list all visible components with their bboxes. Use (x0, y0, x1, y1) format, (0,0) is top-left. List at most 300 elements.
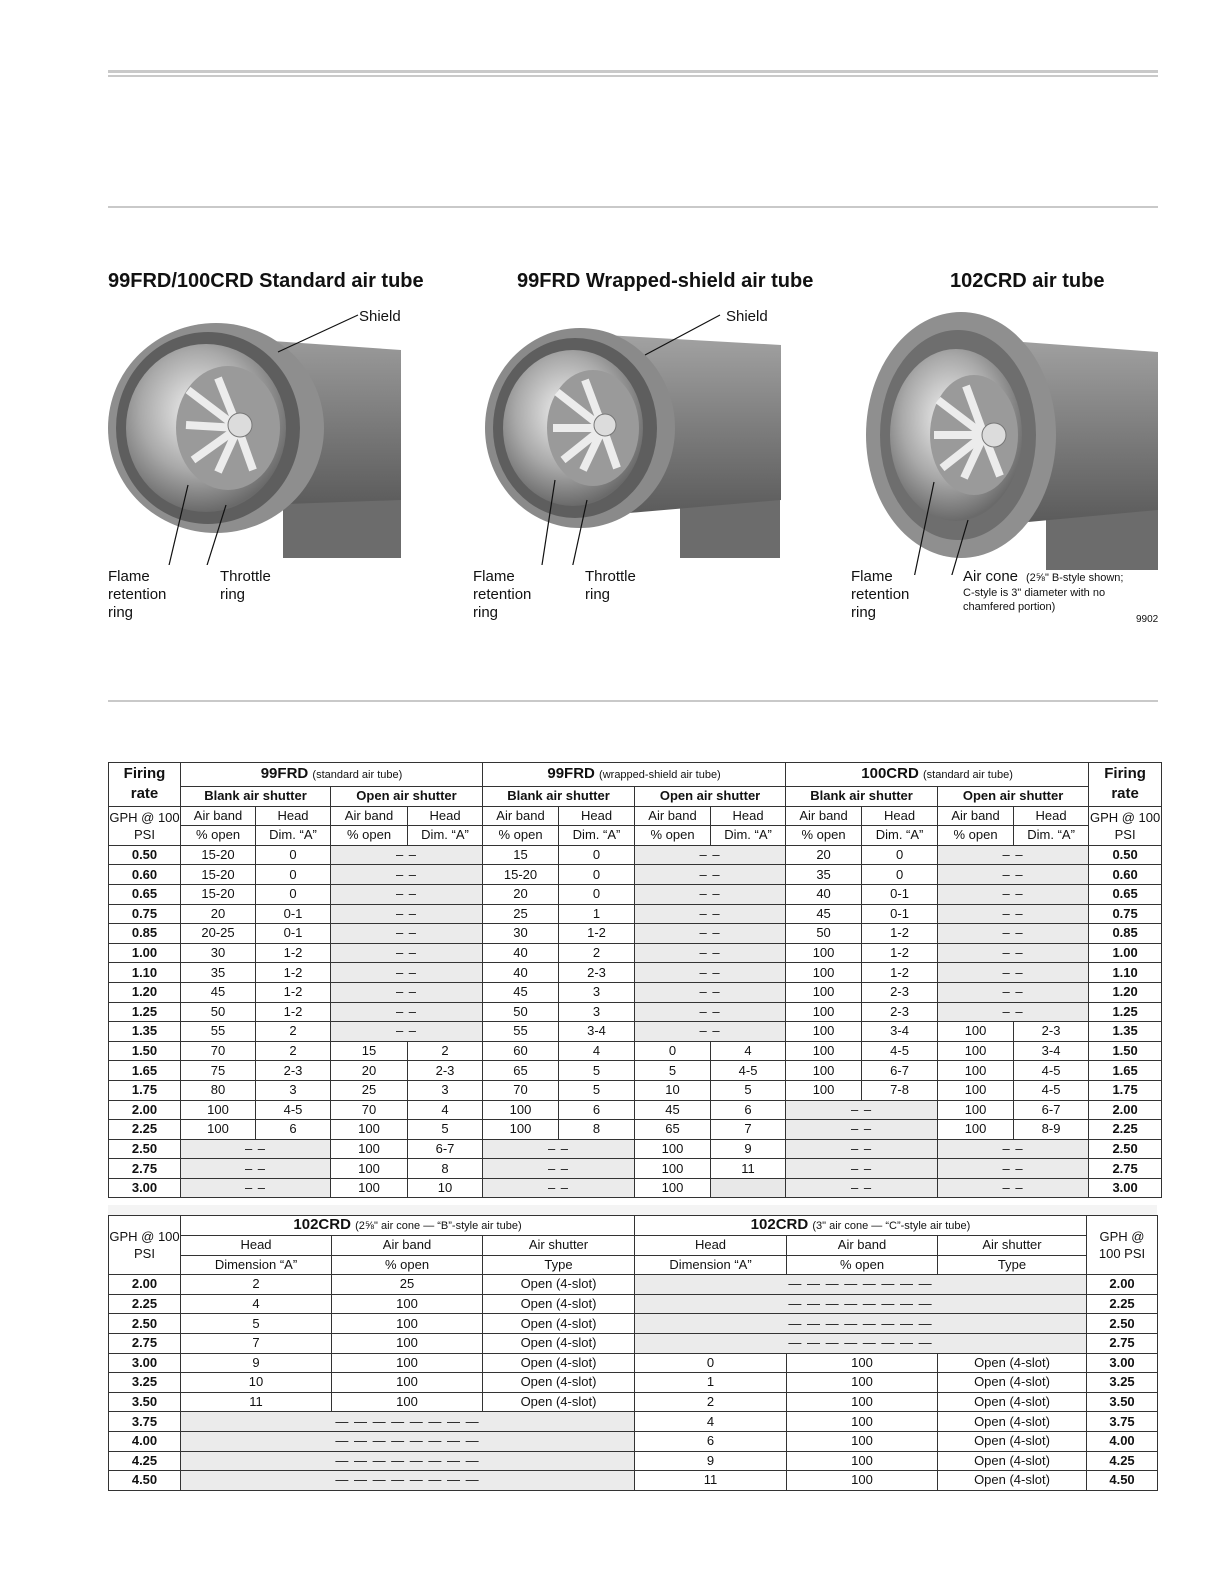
table-cell: 0-1 (862, 904, 938, 924)
table-cell: 2 (256, 1022, 331, 1042)
figure-number: 9902 (1136, 614, 1159, 625)
table-cell: 8-9 (1014, 1120, 1089, 1140)
table-cell: 60 (483, 1041, 559, 1061)
table-cell: 0 (635, 1041, 711, 1061)
table-cell: 2-3 (256, 1061, 331, 1081)
table-row (109, 1159, 1162, 1179)
table-cell: Open (4-slot) (483, 1373, 635, 1393)
top-rule-2 (108, 75, 1158, 77)
not-applicable-cell: – – (181, 1159, 331, 1179)
top-rule-1 (108, 70, 1158, 73)
not-applicable-cell: – – (331, 884, 483, 904)
table-cell: 100 (787, 1431, 938, 1451)
table-cell: 20 (483, 884, 559, 904)
not-applicable-cell: – – (635, 884, 786, 904)
table-cell: 100 (331, 1159, 408, 1179)
callout-shield-1: Shield (359, 308, 401, 325)
table-row (109, 1100, 1162, 1120)
table-cell: 6-7 (1014, 1100, 1089, 1120)
firing-rate-cell: 2.50 (1089, 1139, 1162, 1159)
firing-rate-table-102crd (108, 1215, 1158, 1491)
pct-open-header: % open (332, 1255, 483, 1275)
firing-rate-cell: 1.20 (1089, 982, 1162, 1002)
head-header: Head (711, 806, 786, 826)
table-cell: 1-2 (862, 943, 938, 963)
table-row (109, 943, 1162, 963)
table-cell: 45 (635, 1100, 711, 1120)
firing-rate-cell: 3.25 (109, 1373, 181, 1393)
not-applicable-cell: – – (635, 865, 786, 885)
table-cell: 0 (862, 845, 938, 865)
group-header-100crd-standard (786, 763, 1089, 787)
table-cell: 5 (559, 1061, 635, 1081)
table-cell: 5 (408, 1120, 483, 1140)
table-cell: 100 (483, 1100, 559, 1120)
not-applicable-cell: — — — — — — — — (181, 1471, 635, 1491)
table-cell: 0 (559, 865, 635, 885)
table-cell: 3 (408, 1080, 483, 1100)
firing-rate-cell: 0.50 (109, 845, 181, 865)
table-cell: 7-8 (862, 1080, 938, 1100)
table-cell: 100 (938, 1080, 1014, 1100)
table-cell: 2-3 (862, 1002, 938, 1022)
table-cell: 100 (787, 1353, 938, 1373)
firing-rate-cell: 2.00 (1087, 1275, 1158, 1295)
open-shutter-header: Open air shutter (938, 787, 1089, 807)
table-cell: Open (4-slot) (483, 1314, 635, 1334)
table-cell: 20 (331, 1061, 408, 1081)
table-row (109, 1022, 1162, 1042)
gph-header-right: GPH @ 100 PSI (1087, 1216, 1158, 1275)
table-cell: 100 (331, 1178, 408, 1198)
table-cell: 100 (332, 1333, 483, 1353)
firing-rate-table-99frd-100crd (108, 762, 1162, 1198)
table-cell: 100 (938, 1022, 1014, 1042)
firing-rate-cell: 1.00 (1089, 943, 1162, 963)
not-applicable-cell: – – (938, 845, 1089, 865)
not-applicable-cell: – – (483, 1139, 635, 1159)
table-cell: 100 (938, 1120, 1014, 1140)
firing-rate-cell: 2.25 (1089, 1120, 1162, 1140)
firing-rate-cell: 0.65 (109, 884, 181, 904)
firing-rate-cell: 4.00 (109, 1431, 181, 1451)
table-row (109, 1314, 1158, 1334)
air-band-header: Air band (332, 1236, 483, 1256)
figure-title-wrapped: 99FRD Wrapped-shield air tube (517, 270, 814, 292)
group-model: 100CRD (861, 765, 919, 782)
table-cell: 1-2 (862, 924, 938, 944)
callout-flame-3: Flame retention ring (851, 568, 910, 621)
dimension-a-header: Dimension “A” (635, 1255, 787, 1275)
table-cell: 10 (408, 1178, 483, 1198)
wrapped-shield-air-tube-illustration (485, 300, 785, 565)
table-row (109, 865, 1162, 885)
table-cell: 5 (711, 1080, 786, 1100)
table-cell: 100 (786, 1022, 862, 1042)
table-row (109, 1431, 1158, 1451)
table-cell: 100 (786, 963, 862, 983)
table-row (109, 845, 1162, 865)
air-band-header: Air band (786, 806, 862, 826)
firing-rate-cell: 3.00 (109, 1353, 181, 1373)
table-cell: 40 (483, 943, 559, 963)
table-cell: 80 (181, 1080, 256, 1100)
table-cell: 100 (787, 1392, 938, 1412)
firing-rate-cell: 1.00 (109, 943, 181, 963)
table-row (109, 1041, 1162, 1061)
table-cell: 2-3 (408, 1061, 483, 1081)
table-cell: 100 (787, 1373, 938, 1393)
table-cell: 0-1 (256, 924, 331, 944)
not-applicable-cell: — — — — — — — — (181, 1431, 635, 1451)
table-cell: 30 (483, 924, 559, 944)
dimension-a-header: Dimension “A” (181, 1255, 332, 1275)
table-cell: 100 (332, 1392, 483, 1412)
table-cell: 100 (483, 1120, 559, 1140)
not-applicable-cell: – – (635, 1002, 786, 1022)
table-cell: 100 (786, 1002, 862, 1022)
table-cell: 100 (787, 1451, 938, 1471)
table-cell: 10 (635, 1080, 711, 1100)
table-cell: 45 (786, 904, 862, 924)
table-cell: Open (4-slot) (938, 1431, 1087, 1451)
table-row (109, 1120, 1162, 1140)
air-band-header: Air band (181, 806, 256, 826)
not-applicable-cell: – – (786, 1159, 938, 1179)
head-header: Head (181, 1236, 332, 1256)
table-cell: 4 (635, 1412, 787, 1432)
firing-rate-cell: 4.25 (1087, 1451, 1158, 1471)
table-cell: 100 (786, 1041, 862, 1061)
firing-rate-cell: 1.65 (1089, 1061, 1162, 1081)
not-applicable-cell: – – (331, 1002, 483, 1022)
section-divider-2 (108, 700, 1158, 702)
not-applicable-cell: – – (938, 924, 1089, 944)
table-cell: 1 (559, 904, 635, 924)
blank-shutter-header: Blank air shutter (181, 787, 331, 807)
callout-flame-2: Flame retention ring (473, 568, 532, 621)
firing-rate-cell: 1.65 (109, 1061, 181, 1081)
not-applicable-cell: – – (331, 904, 483, 924)
group-model: 99FRD (260, 765, 309, 782)
table-cell: 15-20 (181, 845, 256, 865)
table-cell: 0 (256, 845, 331, 865)
air-band-header: Air band (331, 806, 408, 826)
table-cell: 0-1 (862, 884, 938, 904)
firing-rate-cell: 2.25 (1087, 1294, 1158, 1314)
firing-rate-cell: 2.50 (1087, 1314, 1158, 1334)
table-cell: 100 (938, 1061, 1014, 1081)
firing-rate-cell: 2.25 (109, 1120, 181, 1140)
dim-a-header: Dim. “A” (862, 826, 938, 846)
not-applicable-cell: – – (938, 1002, 1089, 1022)
firing-rate-cell: 1.50 (1089, 1041, 1162, 1061)
not-applicable-cell: – – (635, 982, 786, 1002)
table-cell: 4-5 (711, 1061, 786, 1081)
table-cell: 6 (711, 1100, 786, 1120)
not-applicable-cell: – – (331, 943, 483, 963)
table-row (109, 1373, 1158, 1393)
firing-rate-cell: 2.50 (109, 1139, 181, 1159)
firing-rate-cell: 3.50 (109, 1392, 181, 1412)
not-applicable-cell: – – (938, 963, 1089, 983)
table-cell: 7 (711, 1120, 786, 1140)
table-cell: 50 (181, 1002, 256, 1022)
standard-air-tube-illustration (108, 300, 408, 565)
air-shutter-header: Air shutter (938, 1236, 1087, 1256)
table-cell: 4-5 (862, 1041, 938, 1061)
not-applicable-cell: — — — — — — — — (635, 1333, 1087, 1353)
table-cell: 0 (559, 845, 635, 865)
table-cell: Open (4-slot) (938, 1392, 1087, 1412)
table-row (109, 924, 1162, 944)
firing-rate-cell: 1.10 (109, 963, 181, 983)
table-cell: 6-7 (862, 1061, 938, 1081)
table-row (109, 1451, 1158, 1471)
table-cell: 4 (181, 1294, 332, 1314)
table-cell: 6-7 (408, 1139, 483, 1159)
group-header-99frd-standard (181, 763, 483, 787)
table-cell: 70 (181, 1041, 256, 1061)
firing-rate-cell: 0.85 (109, 924, 181, 944)
firing-rate-cell: 4.00 (1087, 1431, 1158, 1451)
table-cell: 55 (181, 1022, 256, 1042)
table-cell: 45 (181, 982, 256, 1002)
firing-rate-cell: 3.00 (1087, 1353, 1158, 1373)
table-cell: 11 (711, 1159, 786, 1179)
102crd-air-tube-illustration (866, 300, 1158, 575)
table-cell: 1-2 (559, 924, 635, 944)
table-row (109, 904, 1162, 924)
firing-rate-cell: 3.00 (109, 1178, 181, 1198)
firing-rate-cell: 1.25 (109, 1002, 181, 1022)
air-band-header: Air band (635, 806, 711, 826)
table-separator (108, 1205, 1157, 1215)
table-cell: 11 (181, 1392, 332, 1412)
table-cell: 20 (786, 845, 862, 865)
firing-rate-cell: 1.10 (1089, 963, 1162, 983)
firing-rate-header-left: Firing rate (109, 763, 181, 807)
table-row (109, 1080, 1162, 1100)
table-cell: 11 (635, 1471, 787, 1491)
not-applicable-cell: – – (331, 845, 483, 865)
not-applicable-cell: – – (635, 845, 786, 865)
table-cell: 100 (635, 1159, 711, 1179)
table-cell: Open (4-slot) (483, 1392, 635, 1412)
firing-rate-cell: 0.50 (1089, 845, 1162, 865)
air-band-header: Air band (938, 806, 1014, 826)
firing-rate-cell: 1.35 (109, 1022, 181, 1042)
air-band-header: Air band (483, 806, 559, 826)
table-cell: 35 (786, 865, 862, 885)
table-cell: 50 (483, 1002, 559, 1022)
dim-a-header: Dim. “A” (408, 826, 483, 846)
table-cell: 9 (635, 1451, 787, 1471)
table-cell: 4 (559, 1041, 635, 1061)
table-cell: 40 (483, 963, 559, 983)
firing-rate-cell: 3.75 (109, 1412, 181, 1432)
table-cell: 100 (181, 1120, 256, 1140)
table-cell: 100 (938, 1041, 1014, 1061)
table-row (109, 963, 1162, 983)
not-applicable-cell: – – (635, 943, 786, 963)
not-applicable-cell: – – (786, 1178, 938, 1198)
table-cell: 55 (483, 1022, 559, 1042)
table-cell: 100 (787, 1471, 938, 1491)
table-cell: 100 (786, 943, 862, 963)
callout-shield-2: Shield (726, 308, 768, 325)
firing-rate-cell: 0.85 (1089, 924, 1162, 944)
table-cell: 3-4 (862, 1022, 938, 1042)
table-cell: 100 (332, 1314, 483, 1334)
table-row (109, 1178, 1162, 1198)
group-note: (standard air tube) (922, 769, 1013, 781)
firing-rate-cell: 0.65 (1089, 884, 1162, 904)
not-applicable-cell: – – (483, 1178, 635, 1198)
table-cell: 100 (635, 1178, 711, 1198)
table-row (109, 1392, 1158, 1412)
callout-throttle-1: Throttle ring (220, 568, 271, 603)
table-cell: 2-3 (862, 982, 938, 1002)
callout-flame-1: Flame retention ring (108, 568, 167, 621)
group-note: (2⅝" air cone — “B”-style air tube) (355, 1220, 522, 1232)
table-row (109, 1294, 1158, 1314)
firing-rate-cell: 0.75 (109, 904, 181, 924)
not-applicable-cell: – – (938, 884, 1089, 904)
table-cell: 25 (483, 904, 559, 924)
table-cell: 20-25 (181, 924, 256, 944)
not-applicable-cell: – – (938, 904, 1089, 924)
table-row (109, 1061, 1162, 1081)
table-cell: 1 (635, 1373, 787, 1393)
table-cell: Open (4-slot) (938, 1471, 1087, 1491)
table-cell: 1-2 (256, 943, 331, 963)
table-cell: 6 (256, 1120, 331, 1140)
head-header: Head (635, 1236, 787, 1256)
not-applicable-cell: – – (331, 1022, 483, 1042)
firing-rate-cell: 1.20 (109, 982, 181, 1002)
firing-rate-cell: 1.75 (1089, 1080, 1162, 1100)
not-applicable-cell: – – (635, 963, 786, 983)
table-cell: 9 (711, 1139, 786, 1159)
air-shutter-header: Air shutter (483, 1236, 635, 1256)
firing-rate-cell: 1.35 (1089, 1022, 1162, 1042)
table-cell: 100 (181, 1100, 256, 1120)
not-applicable-cell: – – (938, 982, 1089, 1002)
table-row (109, 1002, 1162, 1022)
not-applicable-cell: – – (331, 963, 483, 983)
table-cell: 7 (181, 1333, 332, 1353)
group-model: 102CRD (750, 1216, 809, 1233)
table-cell: Open (4-slot) (483, 1294, 635, 1314)
not-applicable-cell: — — — — — — — — (635, 1294, 1087, 1314)
head-header: Head (408, 806, 483, 826)
firing-rate-cell: 2.50 (109, 1314, 181, 1334)
blank-shutter-header: Blank air shutter (483, 787, 635, 807)
air-cone-note-1: (2⅝" B-style shown; (1026, 572, 1124, 584)
not-applicable-cell: – – (786, 1100, 938, 1120)
table-cell: 0 (559, 884, 635, 904)
head-header: Head (256, 806, 331, 826)
air-cone-note-2: C-style is 3" diameter with no (963, 587, 1106, 599)
pct-open-header: % open (787, 1255, 938, 1275)
table-cell: 2 (559, 943, 635, 963)
not-applicable-cell: – – (483, 1159, 635, 1179)
table-cell: 4-5 (256, 1100, 331, 1120)
table-cell: 100 (331, 1139, 408, 1159)
dim-a-header: Dim. “A” (256, 826, 331, 846)
table-cell: 100 (787, 1412, 938, 1432)
firing-rate-cell: 2.00 (1089, 1100, 1162, 1120)
pct-open-header: % open (786, 826, 862, 846)
table-row (109, 1333, 1158, 1353)
dim-a-header: Dim. “A” (711, 826, 786, 846)
not-applicable-cell: – – (938, 865, 1089, 885)
table-cell: 45 (483, 982, 559, 1002)
firing-rate-cell: 4.25 (109, 1451, 181, 1471)
table-cell: 3-4 (1014, 1041, 1089, 1061)
not-applicable-cell: – – (938, 1178, 1089, 1198)
table-cell: Open (4-slot) (938, 1353, 1087, 1373)
table1-body (109, 845, 1162, 1198)
table-cell: 4-5 (1014, 1061, 1089, 1081)
not-applicable-cell: – – (938, 943, 1089, 963)
table-cell: 6 (635, 1431, 787, 1451)
group-note: (standard air tube) (312, 769, 403, 781)
firing-rate-cell: 2.75 (109, 1159, 181, 1179)
table-row (109, 1353, 1158, 1373)
firing-rate-cell: 2.00 (109, 1275, 181, 1295)
air-band-header: Air band (787, 1236, 938, 1256)
table-cell: 70 (331, 1100, 408, 1120)
table-cell: 15 (483, 845, 559, 865)
table-cell: 25 (331, 1080, 408, 1100)
not-applicable-cell: – – (181, 1139, 331, 1159)
table-cell: 5 (181, 1314, 332, 1334)
type-header: Type (483, 1255, 635, 1275)
table-cell: 4 (711, 1041, 786, 1061)
table-cell: 20 (181, 904, 256, 924)
table-cell: 9 (181, 1353, 332, 1373)
table-row (109, 1139, 1162, 1159)
not-applicable-cell: — — — — — — — — (181, 1451, 635, 1471)
table-cell: 2 (181, 1275, 332, 1295)
table-cell: 2 (408, 1041, 483, 1061)
callout-air-cone: Air cone (963, 568, 1019, 585)
firing-rate-cell: 0.75 (1089, 904, 1162, 924)
group-header-102crd-b (181, 1216, 635, 1236)
section-divider-1 (108, 206, 1158, 208)
air-cone-note-3: chamfered portion) (963, 601, 1056, 613)
table-cell: 100 (635, 1139, 711, 1159)
head-header: Head (559, 806, 635, 826)
table-cell: 2 (256, 1041, 331, 1061)
group-model: 99FRD (547, 765, 595, 782)
not-applicable-cell: – – (635, 924, 786, 944)
firing-rate-cell: 4.50 (1087, 1471, 1158, 1491)
table-cell: 10 (181, 1373, 332, 1393)
firing-rate-cell: 3.50 (1087, 1392, 1158, 1412)
table-cell: Open (4-slot) (938, 1373, 1087, 1393)
table-cell: 5 (559, 1080, 635, 1100)
gph-header-left: GPH @ 100 PSI (109, 806, 181, 845)
table-row (109, 1412, 1158, 1432)
table-cell: 100 (332, 1373, 483, 1393)
figure-title-102crd: 102CRD air tube (950, 270, 1105, 292)
table-cell: 100 (332, 1294, 483, 1314)
table-cell: Open (4-slot) (483, 1275, 635, 1295)
table-cell: 0 (256, 884, 331, 904)
